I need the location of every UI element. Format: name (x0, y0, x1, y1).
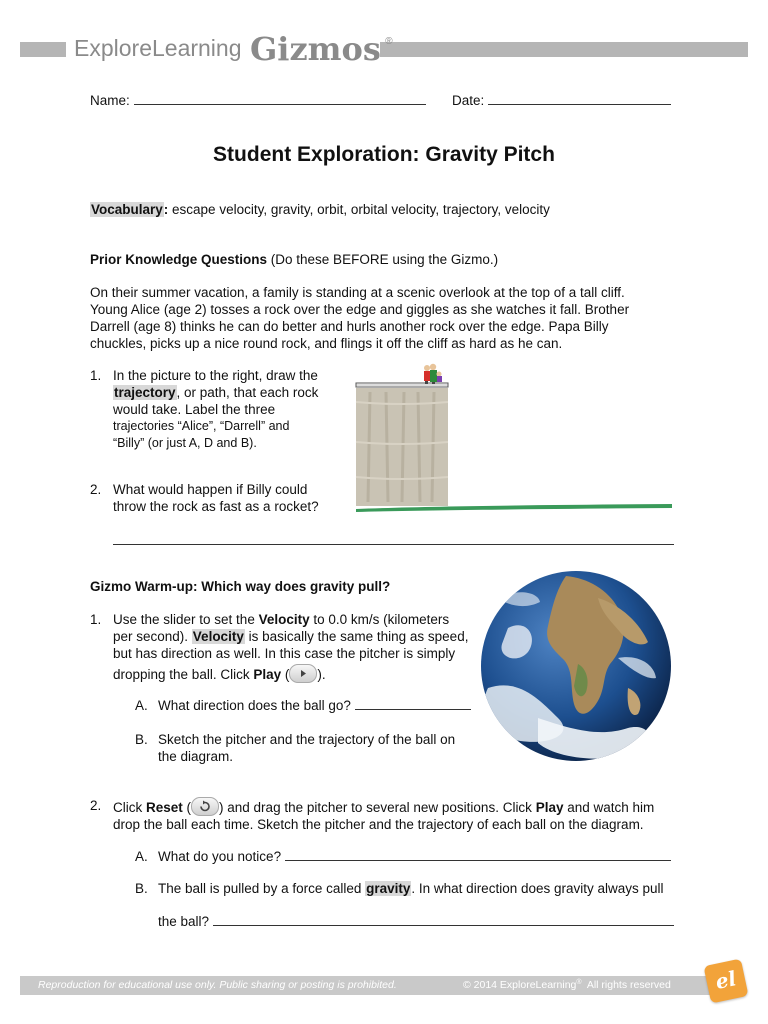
intro-line: On their summer vacation, a family is standing at a scenic overlook at the top of a tall cliff. (90, 285, 625, 300)
date-label: Date: (452, 93, 489, 108)
reset-icon (191, 797, 219, 816)
pk-q2-answer-line[interactable] (113, 544, 674, 545)
warmup-q1-text: Use the slider to set the Velocity to 0.0 km/s (kilometers per second). Velocity is basically the same thing as speed, but has direction as well. In this case the pitcher is simply dropping the ball. Click Play ( ). (113, 612, 469, 682)
intro-line: Young Alice (age 2) tosses a rock over the edge and giggles as she watches it fall. Brother (90, 302, 630, 317)
footer-copyright: © 2014 ExploreLearning® All rights reserved (463, 979, 671, 991)
warmup-q2b-line2: the ball? (158, 913, 674, 930)
header-bar-left (20, 42, 66, 57)
gravity-term: gravity (366, 881, 411, 896)
warmup-q2a-answer[interactable] (285, 848, 671, 861)
pk-q2-number: 2. (90, 482, 102, 497)
velocity-term: Velocity (192, 629, 244, 644)
footer-bar (20, 976, 726, 995)
vocabulary-label: Vocabulary (91, 202, 163, 217)
play-icon (289, 664, 317, 683)
intro-line: Darrell (age 8) thinks he can do better and hurls another rock over the edge. Papa Billy (90, 319, 609, 334)
warmup-heading: Gizmo Warm-up: Which way does gravity pull? (90, 579, 391, 594)
page-title: Student Exploration: Gravity Pitch (213, 143, 555, 166)
brand-explorelearning: ExploreLearning (74, 35, 242, 61)
family-figures (424, 364, 442, 384)
warmup-q1a: A. What direction does the ball go? (135, 697, 471, 714)
earth-image (478, 568, 674, 764)
cliff-illustration (352, 362, 676, 514)
brand-reg: ® (385, 36, 393, 47)
pk-q1-text: In the picture to the right, draw the trajectory, or path, that each rock would take. Label the three trajectories “Alice”, “Darrell” and “Billy” (or just A, D and B). (113, 368, 319, 450)
warmup-q1-number: 1. (90, 612, 102, 627)
prior-knowledge-intro (90, 284, 629, 352)
warmup-q1b-letter: B. (135, 732, 148, 747)
brand-gizmos: Gizmos (249, 30, 381, 68)
warmup-q1a-answer[interactable] (355, 697, 471, 710)
pk-q2-text: What would happen if Billy could throw the rock as fast as a rocket? (113, 482, 319, 514)
warmup-q2b: B. The ball is pulled by a force called gravity. In what direction does gravity always pull (135, 881, 664, 896)
warmup-q1b-text: Sketch the pitcher and the trajectory of the ball on the diagram. (158, 732, 456, 764)
explorelearning-logo-icon: el (703, 958, 748, 1003)
name-label: Name: (90, 93, 134, 108)
name-line (90, 92, 426, 109)
vocabulary-terms: escape velocity, gravity, orbit, orbital velocity, trajectory, velocity (168, 202, 550, 217)
intro-line: chuckles, picks up a nice round rock, and flings it off the cliff as hard as he can. (90, 336, 563, 351)
prior-knowledge-heading: Prior Knowledge Questions (Do these BEFORE using the Gizmo.) (90, 252, 499, 267)
warmup-q2-text: Click Reset ( ) and drag the pitcher to several new positions. Click Play and watch him drop the ball each time. Sketch the pitcher and the trajectory of each ball on the diagram. (113, 797, 654, 833)
warmup-q2a: A. What do you notice? (135, 848, 671, 865)
pk-q1-number: 1. (90, 368, 102, 383)
warmup-q2b-answer[interactable] (213, 913, 674, 926)
brand-logo (74, 30, 393, 66)
vocabulary-line: Vocabulary: escape velocity, gravity, orbit, orbital velocity, trajectory, velocity (91, 202, 550, 217)
warmup-q2-number: 2. (90, 798, 102, 813)
name-field[interactable] (134, 92, 426, 105)
footer-disclaimer: Reproduction for educational use only. Public sharing or posting is prohibited. (38, 979, 397, 991)
trajectory-term: trajectory (114, 385, 176, 400)
header-bar-right (380, 42, 748, 57)
date-field[interactable] (488, 92, 671, 105)
date-line (452, 92, 671, 109)
